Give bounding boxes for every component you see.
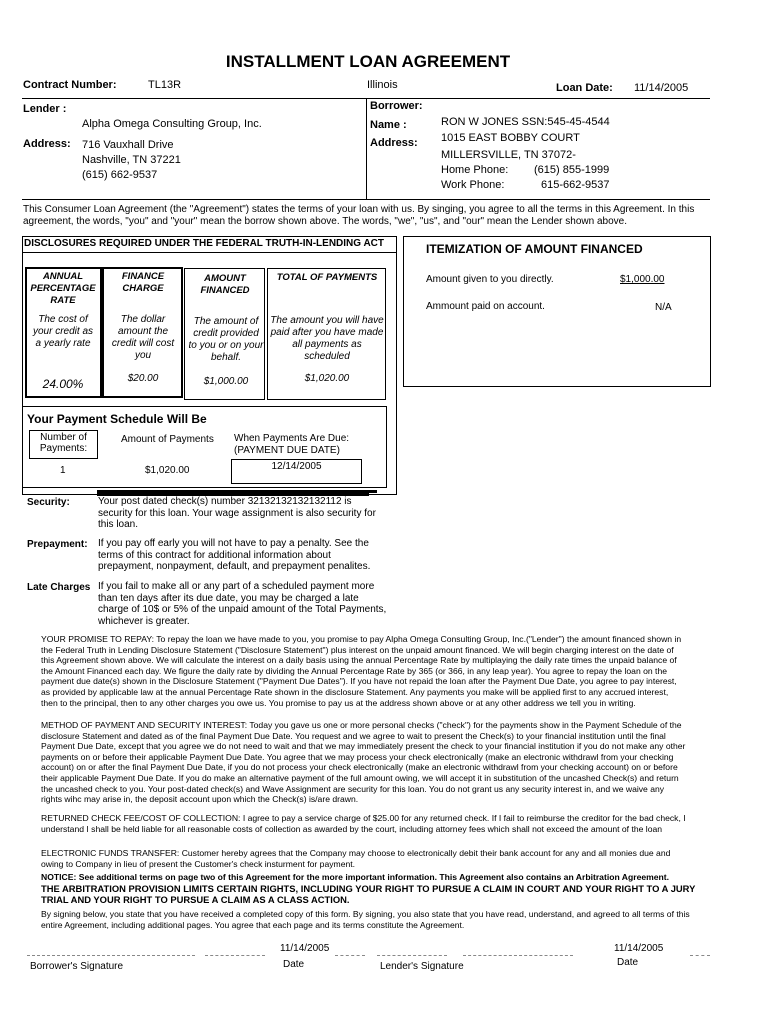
borrower-date-label: Date [283,959,305,970]
finance-charge-title: FINANCE CHARGE [121,271,165,294]
intro-paragraph: This Consumer Loan Agreement (the "Agreement") states the terms of your loan with us. By singing, you agree to all the terms in this Agreement. In this agreement, the words, "you" and "your" mean the borrow shown above. The words, "we", "us", and "our" mean the Lender shown above. [23,204,695,227]
amount-financed-description: The amount of credit provided to you or on your behalf. [188,316,264,363]
lender-address-line: 716 Vauxhall Drive [82,139,174,151]
loan-date-value: 11/14/2005 [634,82,689,94]
lender-signature-label: Lender's Signature [380,961,464,972]
work-phone-value: 615-662-9537 [541,179,610,191]
apr-title: ANNUAL PERCENTAGE RATE [30,271,96,306]
schedule-number-value: 1 [60,465,66,476]
lender-name: Alpha Omega Consulting Group, Inc. [82,118,262,130]
party-bottom-rule [22,199,710,200]
contract-number-label: Contract Number: [23,79,117,91]
itemization-row-label: Amount given to you directly. [426,274,554,285]
borrower-address-line: MILLERSVILLE, TN 37072- [441,149,576,161]
finance-charge-description: The dollar amount the credit will cost you [111,314,175,361]
amount-financed-title: AMOUNT FINANCED [200,273,250,296]
borrower-signature-label: Borrower's Signature [30,961,124,972]
lender-signature-date: 11/14/2005 [614,943,664,954]
total-payments-value: $1,020.00 [304,373,350,384]
arbitration-paragraph: THE ARBITRATION PROVISION LIMITS CERTAIN RIGHTS, INCLUDING YOUR RIGHT TO PURSUE A CLAIM IN COURT AND YOUR RIGHT TO A JURY TRIAL AND YOUR RIGHT TO PURSUE A CLAIM AS A CLASS ACTION. [41,883,696,905]
document-title: INSTALLMENT LOAN AGREEMENT [225,52,511,71]
borrower-name: RON W JONES SSN:545-45-4544 [441,116,610,128]
lender-phone: (615) 662-9537 [82,169,158,181]
home-phone-label: Home Phone: [441,164,509,176]
due-date-value: 12/14/2005 [271,461,322,472]
prepayment-label: Prepayment: [27,539,88,550]
promise-to-repay-paragraph: YOUR PROMISE TO REPAY: To repay the loan we have made to you, you promise to pay Alpha Omega Consulting Group, Inc.("Lender") the amount financed shown in the Federal Truth in Lending Disclosure Statement ("Disclosure Statement") plus interest on the unpaid amount financed. We will begin charging interest on the date of this Agreement shown above. We will calculate the interest on a daily basis using the annual Percentage Rate by multiplaying the daily rate times the unpaid balance of the Amount Financed each day. We figure the daily rate by dividing the Annual Percentage Rate by 365 (or 366, in any leap year). You agree to repay the loan on the payment due date(s) shown in the Disclosure Statement ("Payment Due Dates"). If you have not repaid the loan after the Payment Due Date, you agree to pay interest, as provided by applicable law at the annual Percentage Rate shown in the disclosure Statement. Any payments you make will be applied first to any accrued interest, then to the principal, then to any other charges you owe us. You promise to pay us at the address shown above or at any other address we tell you in writing. [41,634,682,708]
payment-schedule-heading: Your Payment Schedule Will Be [27,412,207,426]
security-text: Your post dated check(s) number 32132132132132112 is security for this loan. Your wage assignment is also security for this loan. [98,496,376,530]
security-label: Security: [27,497,70,508]
schedule-number-header: Number of Payments: [39,432,88,454]
amount-financed-value: $1,000.00 [203,376,249,387]
schedule-when-header: When Payments Are Due: (PAYMENT DUE DATE) [234,433,350,456]
borrower-name-label: Name : [370,119,407,131]
lender-address-line: Nashville, TN 37221 [82,154,181,166]
lender-signature-line [377,955,447,956]
prepayment-text: If you pay off early you will not have to pay a penalty. See the terms of this contract for additional information about prepayment, nonpayment, default, and prepayment penalites. [98,538,371,572]
itemization-row-value: $1,000.00 [620,274,665,285]
returned-check-paragraph: RETURNED CHECK FEE/COST OF COLLECTION: I agree to pay a service charge of $25.00 for any returned check. If I fail to reimburse the creditor for the bad check, I understand I shall be held liable for all reasonable costs of collection as awarded by the court, including attorney fees which shall not exceed the amount of the loan [41,813,686,834]
lender-label: Lender : [23,103,67,115]
late-charges-text: If you fail to make all or any part of a scheduled payment more than ten days after its due date, you may be charged a late charge of 10$ or 5% of the unpaid amount of the Total Payments, whichever is greater. [98,581,387,627]
lender-address-label: Address: [23,138,71,150]
lender-date-line [690,955,710,956]
borrower-signature-line [27,955,195,956]
eft-paragraph: ELECTRONIC FUNDS TRANSFER: Customer hereby agrees that the Company may choose to electronically debit their bank account for any and all monies due and owing to Company in lieu of present the Customer's check insturment for payment. [41,848,671,869]
borrower-signature-date: 11/14/2005 [280,943,330,954]
borrower-date-line-2 [335,955,365,956]
apr-description: The cost of your credit as a yearly rate [32,314,94,349]
itemization-row-label: Ammount paid on account. [426,301,545,312]
home-phone-value: (615) 855-1999 [534,164,610,176]
borrower-label: Borrower: [370,100,423,112]
schedule-amount-value: $1,020.00 [145,465,190,476]
itemization-heading: ITEMIZATION OF AMOUNT FINANCED [426,242,643,256]
total-payments-title: TOTAL OF PAYMENTS [276,272,378,283]
party-divider [366,98,367,200]
borrower-address-line: 1015 EAST BOBBY COURT [441,132,580,144]
state-value: Illinois [367,79,398,91]
disclosures-heading-rule [22,252,397,253]
total-payments-description: The amount you will have paid after you have made all payments as scheduled [270,315,384,362]
finance-charge-value: $20.00 [127,373,159,384]
loan-date-label: Loan Date: [556,82,613,94]
contract-number-value: TL13R [148,79,182,91]
schedule-amount-header: Amount of Payments [121,434,214,445]
itemization-row-value: N/A [655,302,672,313]
method-of-payment-paragraph: METHOD OF PAYMENT AND SECURITY INTEREST: Today you gave us one or more personal checks ("check") for the payments show in the Payment Schedule of the disclosure Statement and dated as of the final Payment Due Date. You request and we agree to wait to present the Check(s) to your financial institution until the final Payment Due Date, except that you agree we do not need to wait and that we may immediately present the check to your financial institution if you do not make any other payments on or before their applicable Payment Due Date. You agree that we may process your check electronically (make an electronic withdrawl from your checking account) on or after the final Payment Due Date, if you do not process your check electronically (make an electronic withdrawl from your checking account) on or before their applicable Payment Due Date. If you do make an alternative payment of the full amount owing, we will accept it in substitution of the uncashed Check(s) and return the uncashed check to you. Your post-dated check(s) and Wave Assignment are security for this loan. You do not grant us any security interest in, and we waive any rights wihc may arise in, the deposit account upon which the Check(s) is/are drawn. [41,720,686,805]
late-charges-label: Late Charges [27,582,91,593]
notice-paragraph: NOTICE: See additional terms on page two of this Agreement for the more important information. This Agreement also contains an Arbitration Agreement. [41,872,670,882]
apr-value: 24.00% [42,377,84,391]
lender-signature-line-2 [463,955,573,956]
borrower-date-line [205,955,265,956]
lender-date-label: Date [617,957,639,968]
signing-paragraph: By signing below, you state that you have received a completed copy of this form. By signing, you also state that you have read, understand, and agreed to all terms of this entire Agreement, including additional pages. You agree that each page and its terms constitute the Agreement. [41,909,690,930]
borrower-address-label: Address: [370,137,418,149]
disclosures-heading: DISCLOSURES REQUIRED UNDER THE FEDERAL TRUTH-IN-LENDING ACT [24,238,385,249]
work-phone-label: Work Phone: [441,179,505,191]
